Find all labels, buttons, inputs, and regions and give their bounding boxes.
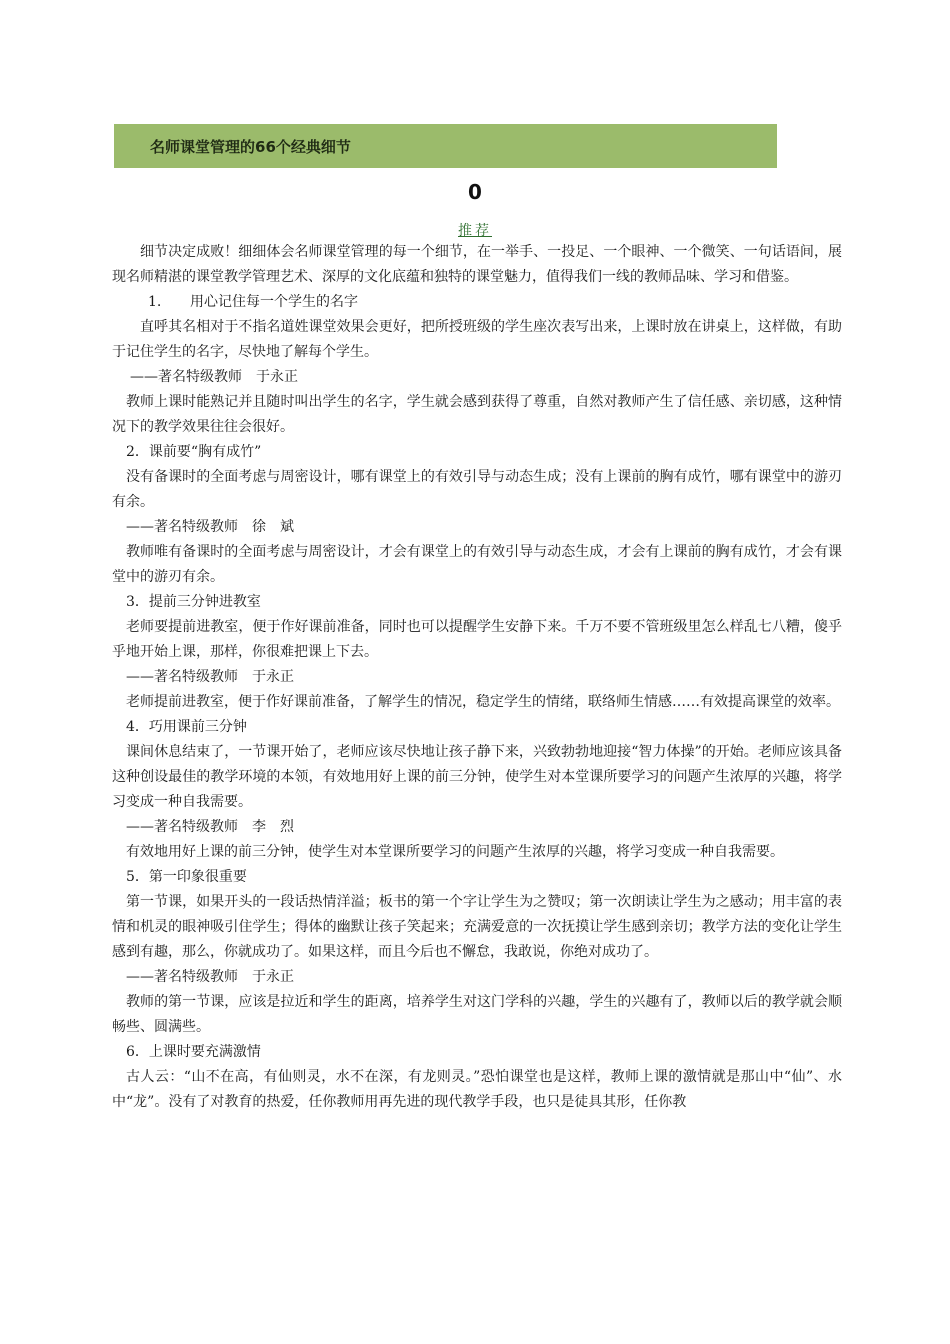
- title-banner: [114, 124, 777, 168]
- section-heading: 4．巧用课前三分钟: [126, 719, 247, 735]
- section-comment: 教师上课时能熟记并且随时叫出学生的名字，学生就会感到获得了尊重，自然对教师产生了信任感、亲切感，这种情况下的教学效果往往会很好。: [112, 394, 842, 435]
- zero-mark: 0: [468, 180, 482, 204]
- section-quote: ——著名特级教师 徐 斌: [126, 519, 294, 535]
- document-title: 名师课堂管理的66个经典细节: [150, 137, 351, 156]
- section-number: 1.: [148, 294, 162, 310]
- section-heading: 2．课前要“胸有成竹”: [126, 444, 262, 460]
- section-quote: ——著名特级教师 李 烈: [126, 819, 294, 835]
- article-body: [112, 240, 842, 1115]
- section-quote: ——著名特级教师 于永正: [126, 969, 294, 985]
- section-body: 直呼其名相对于不指名道姓课堂效果会更好，把所授班级的学生座次表写出来，上课时放在讲桌上，这样做，有助于记住学生的名字，尽快地了解每个学生。: [112, 319, 842, 360]
- section-heading: 5．第一印象很重要: [126, 869, 247, 885]
- section-title: 用心记住每一个学生的名字: [190, 294, 358, 310]
- section-body: 老师要提前进教室，便于作好课前准备，同时也可以提醒学生安静下来。千万不要不管班级里怎么样乱七八糟，傻乎乎地开始上课，那样，你很难把课上下去。: [112, 619, 842, 660]
- recommend-link[interactable]: 推荐: [458, 223, 492, 239]
- section-body: 没有备课时的全面考虑与周密设计，哪有课堂上的有效引导与动态生成；没有上课前的胸有成竹，哪有课堂中的游刃有余。: [112, 469, 842, 510]
- intro-paragraph: 细节决定成败！细细体会名师课堂管理的每一个细节，在一举手、一投足、一个眼神、一个微笑、一句话语间，展现名师精湛的课堂教学管理艺术、深厚的文化底蕴和独特的课堂魅力，值得我们一线的教师品味、学习和借鉴。: [112, 244, 842, 285]
- section-quote: ——著名特级教师 于永正: [130, 369, 298, 385]
- section-body: 古人云：“山不在高，有仙则灵，水不在深，有龙则灵。”恐怕课堂也是这样，教师上课的激情就是那山中“仙”、水中“龙”。没有了对教育的热爱，任你教师用再先进的现代教学手段，也只是徒具其形，任你教: [112, 1069, 842, 1110]
- section-heading: 6．上课时要充满激情: [126, 1044, 261, 1060]
- section-comment: 教师唯有备课时的全面考虑与周密设计，才会有课堂上的有效引导与动态生成，才会有上课前的胸有成竹，才会有课堂中的游刃有余。: [112, 544, 842, 585]
- section-comment: 教师的第一节课，应该是拉近和学生的距离，培养学生对这门学科的兴趣，学生的兴趣有了，教师以后的教学就会顺畅些、圆满些。: [112, 994, 842, 1035]
- section-heading: 3．提前三分钟进教室: [126, 594, 261, 610]
- section-comment: 有效地用好上课的前三分钟，使学生对本堂课所要学习的问题产生浓厚的兴趣，将学习变成一种自我需要。: [126, 844, 784, 860]
- section-quote: ——著名特级教师 于永正: [126, 669, 294, 685]
- section-body: 第一节课，如果开头的一段话热情洋溢；板书的第一个字让学生为之赞叹；第一次朗读让学生为之感动；用丰富的表情和机灵的眼神吸引住学生；得体的幽默让孩子笑起来；充满爱意的一次抚摸让学生感到亲切；教学方法的变化让学生感到有趣，那么，你就成功了。如果这样，而且今后也不懈怠，我敢说，你绝对成功了。: [112, 894, 842, 960]
- section-heading: [112, 290, 842, 315]
- section-comment: 老师提前进教室，便于作好课前准备，了解学生的情况，稳定学生的情绪，联络师生情感……有效提高课堂的效率。: [126, 694, 840, 710]
- section-body: 课间休息结束了，一节课开始了，老师应该尽快地让孩子静下来，兴致勃勃地迎接“智力体操”的开始。老师应该具备这种创设最佳的教学环境的本领，有效地用好上课的前三分钟，使学生对本堂课所要学习的问题产生浓厚的兴趣，将学习变成一种自我需要。: [112, 744, 842, 810]
